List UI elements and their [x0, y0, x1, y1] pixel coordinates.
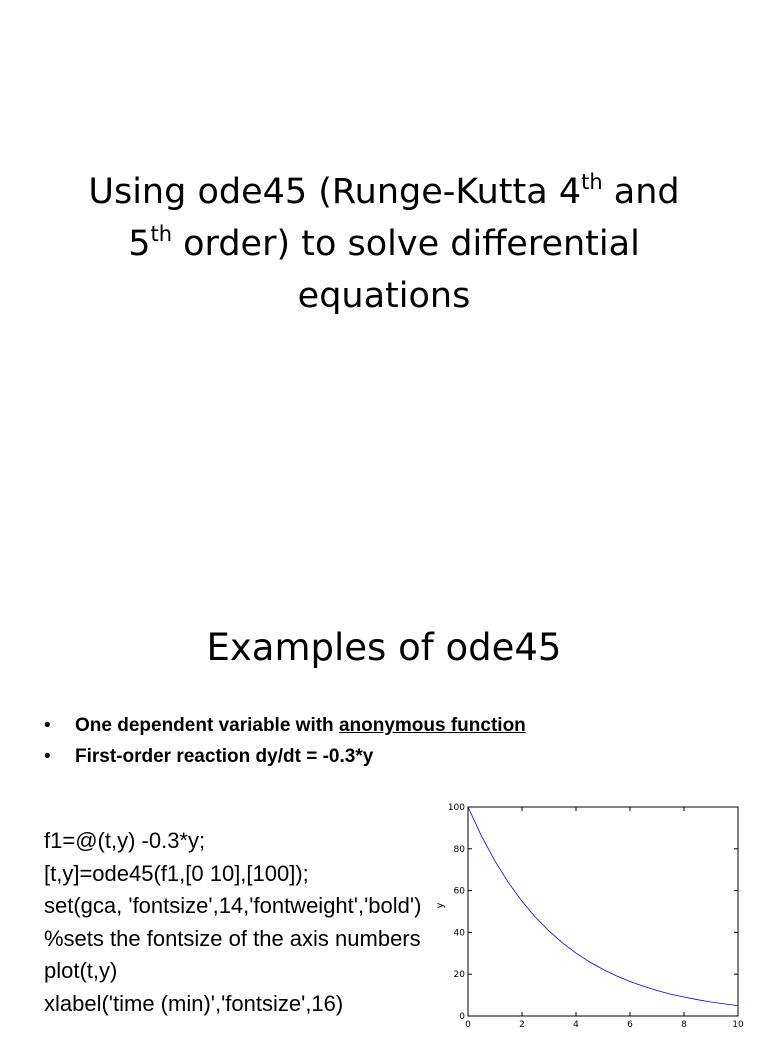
bullet-marker: • — [44, 746, 51, 767]
code-block — [44, 825, 426, 1020]
bullet-item — [44, 714, 526, 738]
ode45-plot — [437, 800, 757, 1040]
x-tick-label: 2 — [519, 1020, 525, 1030]
bullet-text: First-order reaction dy/dt = -0.3*y — [75, 746, 374, 767]
code-line: plot(t,y) — [44, 958, 118, 983]
title-line-3: equations — [297, 276, 471, 316]
title-text: Using ode45 (Runge-Kutta 4 — [88, 172, 582, 212]
title-text: 5 — [128, 224, 151, 264]
slide-title — [0, 166, 768, 322]
y-tick-label: 80 — [453, 844, 465, 855]
bullet-item — [44, 745, 526, 769]
y-axis-label: y — [435, 902, 446, 909]
title-text: and — [602, 172, 680, 212]
superscript: th — [150, 222, 173, 246]
y-tick-label: 0 — [459, 1012, 465, 1022]
y-tick-label: 40 — [453, 928, 465, 939]
bullet-text: One dependent variable with — [75, 715, 339, 736]
slide-title: Examples of ode45 — [206, 626, 562, 669]
title-line-2 — [0, 218, 768, 270]
x-tick-label: 6 — [627, 1020, 633, 1030]
code-line: f1=@(t,y) -0.3*y; — [44, 828, 206, 853]
title-text: order) to solve differential — [172, 224, 640, 264]
y-tick-label: 100 — [447, 803, 465, 813]
code-line: xlabel('time (min)','fontsize',16) — [44, 990, 344, 1016]
examples-slide — [0, 560, 768, 1030]
code-line: set(gca, 'fontsize',14,'fontweight','bold') — [44, 893, 422, 918]
title-line-1 — [0, 166, 768, 218]
x-tick-label: 10 — [732, 1020, 744, 1030]
x-tick-label: 4 — [573, 1020, 579, 1030]
underlined-term: anonymous function — [338, 715, 526, 736]
x-tick-label: 8 — [681, 1020, 687, 1030]
bullet-marker: • — [44, 715, 51, 736]
plot-frame — [468, 807, 738, 1016]
code-line: %sets the fontsize of the axis numbers — [44, 925, 421, 951]
superscript: th — [581, 170, 603, 194]
bullet-list — [44, 714, 526, 776]
y-tick-label: 60 — [453, 886, 465, 897]
y-tick-label: 20 — [453, 970, 465, 981]
code-line: [t,y]=ode45(f1,[0 10],[100]); — [44, 860, 309, 886]
x-tick-label: 0 — [465, 1020, 471, 1030]
